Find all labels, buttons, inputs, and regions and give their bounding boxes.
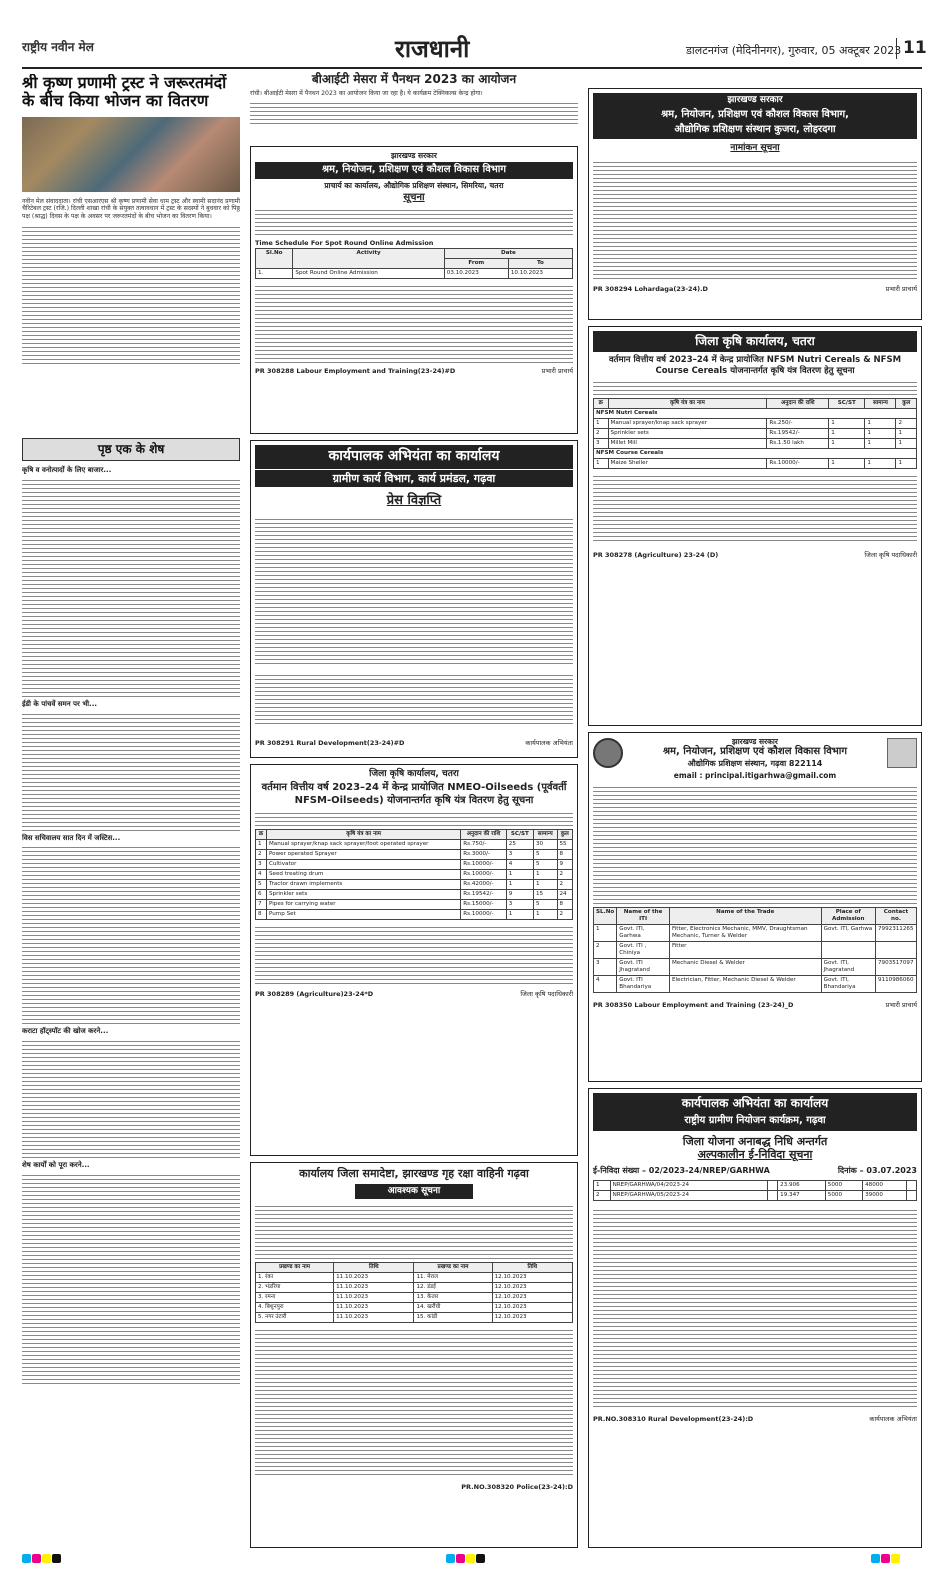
cell: 1: [533, 910, 557, 920]
swatch: [42, 1554, 51, 1563]
cell: 1: [506, 880, 533, 890]
cell: 12.10.2023: [492, 1282, 572, 1292]
cell: 8: [256, 910, 267, 920]
notice-sign: जिला कृषि पदाधिकारी: [520, 990, 573, 999]
tender-title: जिला योजना अनाबद्ध निधि अन्तर्गत: [682, 1134, 828, 1148]
cell: [875, 942, 916, 959]
notice-label: सूचना: [403, 192, 425, 204]
table-row: [594, 429, 917, 439]
story-headline: श्री कृष्ण प्रणामी ट्रस्ट ने जरूरतमंदों के बीच किया भोजन का वितरण: [22, 74, 227, 111]
cell: Rs.19542/-: [767, 429, 829, 439]
cell: 13. केतार: [414, 1292, 492, 1302]
cell: Sprinkler sets: [266, 890, 460, 900]
notice-body-2: [255, 1327, 573, 1477]
cell: 8: [557, 850, 573, 860]
cell: [768, 1181, 778, 1191]
col-subsidy: अनुदान की राशि: [461, 830, 507, 840]
col-activity: Activity: [293, 248, 444, 268]
cell: 2: [896, 419, 917, 429]
notice-sign: कार्यपालक अभियंता: [525, 738, 573, 747]
story-body: नवीन मेल संवाददाता। रांची एसआरएस श्री कृष्ण प्रणामी सेवा धाम ट्रस्ट और स्वामी सदानंद प्रणामी चैरिटेबल ट्रस्ट (रजि.) दिल्ली शाखा रांची के संयुक्त तत्वावधान में ट्रस्ट के सदस्यों ने बुधवार को पिठ्ठ पक्ष (श्राद्ध) दिवस के पक्ष के अवसर पर जरूरतमंदों के बीच भोजन का वितरण किया।: [22, 197, 240, 220]
cell: 5000: [825, 1190, 862, 1200]
cell: 10.10.2023: [508, 268, 572, 278]
notice-header: जिला कृषि कार्यालय, चतरा: [593, 331, 917, 352]
cell: 1: [533, 880, 557, 890]
notice-body: [593, 159, 917, 279]
schedule-title: Time Schedule For Spot Round Online Admission: [255, 238, 434, 247]
cell: 23.906: [778, 1181, 826, 1191]
notice-label: आवश्यक सूचना: [355, 1184, 473, 1199]
cell: 15: [533, 890, 557, 900]
cell: Sprinkler sets: [608, 429, 767, 439]
cell: NREP/GARHWA/05/2023-24: [610, 1190, 768, 1200]
cell: 12.10.2023: [492, 1272, 572, 1282]
body-text-2: [22, 711, 240, 831]
notice-body: [255, 810, 573, 826]
cell: Rs.19542/-: [461, 890, 507, 900]
cell: Rs.250/-: [767, 419, 829, 429]
table-row: [256, 880, 573, 890]
cell: Manual sprayer/knap sack sprayer/foot operated sprayer: [266, 840, 460, 850]
col-total: कुल: [557, 830, 573, 840]
notice-office: प्राचार्य का कार्यालय, औद्योगिक प्रशिक्षण संस्थान, सिमरिया, चतरा: [324, 180, 504, 190]
subhead-agri-market: कृषि व वनोत्पादों के लिए बाजार...: [22, 466, 112, 474]
cell: 1: [594, 459, 609, 469]
cell: 1: [506, 870, 533, 880]
cell: 15. कांडी: [414, 1312, 492, 1322]
continuation-heading: पृष्ठ एक के शेष: [22, 438, 240, 461]
swatch: [466, 1554, 475, 1563]
swatch: [32, 1554, 41, 1563]
notice-sign: जिला कृषि पदाधिकारी: [864, 551, 917, 560]
iti-table: [593, 907, 917, 993]
color-registration-bar: [22, 1554, 922, 1564]
cell: Millet Mill: [608, 439, 767, 449]
table-row: [594, 419, 917, 429]
cell: 1: [829, 429, 865, 439]
col-no: क्र: [256, 830, 267, 840]
notice-dept: श्रम, नियोजन, प्रशिक्षण एवं कौशल विकास विभाग: [662, 746, 848, 758]
cell: Fitter: [669, 942, 821, 959]
cell: 5. नगर उंटारी: [256, 1312, 334, 1322]
tender-table: [593, 1180, 917, 1201]
notice-iti-garhwa: [588, 732, 922, 1082]
notice-gov: झारखण्ड सरकार: [732, 737, 778, 746]
notice-footer: PR 308289 (Agriculture)23-24*D: [255, 990, 374, 999]
story-continued-text: [22, 224, 240, 364]
notice-rural-works: [250, 440, 578, 758]
cell: 1: [896, 459, 917, 469]
notice-footer: PR 308291 Rural Development(23-24)#D: [255, 738, 405, 747]
swatch: [891, 1554, 900, 1563]
schedule-table: [255, 248, 573, 279]
cell: 9: [506, 890, 533, 900]
cell: Power operated Sprayer: [266, 850, 460, 860]
press-release-label: प्रेस विज्ञप्ति: [386, 493, 442, 509]
notice-dept: श्रम, नियोजन, प्रशिक्षण एवं कौशल विकास विभाग,: [593, 108, 917, 123]
table-row: [256, 890, 573, 900]
swatch: [871, 1554, 880, 1563]
cell: 30: [533, 840, 557, 850]
cell: 9110986060: [875, 976, 916, 993]
cell: 14. खरौंधी: [414, 1302, 492, 1312]
notice-label: नामांकन सूचना: [730, 143, 780, 154]
cell: NREP/GARHWA/04/2023-24: [610, 1181, 768, 1191]
cell: 5: [533, 860, 557, 870]
notice-body: [255, 207, 573, 237]
cell: 2: [594, 1190, 611, 1200]
cell: 1: [594, 925, 617, 942]
cell: Govt. ITI, Garhwa: [617, 925, 670, 942]
table-row: [594, 976, 917, 993]
col-iti: Name of the ITI: [617, 908, 670, 925]
cell: 4. बिशुनपुरा: [256, 1302, 334, 1312]
cell: Pipes for carrying water: [266, 900, 460, 910]
cell: 11.10.2023: [334, 1292, 414, 1302]
cell: Tractor drawn implements: [266, 880, 460, 890]
cell: [907, 1181, 917, 1191]
table-row: [594, 1190, 917, 1200]
cell: 1: [506, 910, 533, 920]
table-row: [256, 900, 573, 910]
table-row: [594, 459, 917, 469]
cell: Govt. ITI Bhandariya: [617, 976, 670, 993]
cell: 3: [594, 959, 617, 976]
cell: Fitter, Electronics Mechanic, MMV, Draughtsman Mechanic, Turner & Welder: [669, 925, 821, 942]
cell: 1: [865, 439, 896, 449]
table-row: [256, 1282, 573, 1292]
oilseeds-table: [255, 829, 573, 920]
iti-logo-icon: [887, 738, 917, 768]
cell: Govt. ITI, Bhandariya: [821, 976, 875, 993]
notice-nrep-tender: [588, 1088, 922, 1548]
section-title: राजधानी: [395, 34, 470, 63]
cell: Govt. ITI , Chiniya: [617, 942, 670, 959]
cell: Maize Sheller: [608, 459, 767, 469]
cell: 5: [533, 850, 557, 860]
swatch: [881, 1554, 890, 1563]
group-label: NFSM Nutri Cereals: [594, 409, 917, 419]
notice-body: [593, 784, 917, 904]
notice-body-2: [593, 473, 917, 543]
cell: Rs.750/-: [461, 840, 507, 850]
table-row: [256, 840, 573, 850]
notice-body: [593, 379, 917, 395]
notice-sign: प्रभारी प्राचार्य: [885, 284, 917, 293]
notice-title: वर्तमान वित्तीय वर्ष 2023–24 में केन्द्र प्रायोजित NFSM Nutri Cereals & NFSM Course Cereals योजनान्तर्गत कृषि यंत्र वितरण हेतु सूचना: [608, 355, 902, 376]
col-scst: SC/ST: [506, 830, 533, 840]
cell: 2: [256, 850, 267, 860]
cell: Mechanic Diesel & Welder: [669, 959, 821, 976]
cell: 6: [256, 890, 267, 900]
col-equipment: कृषि यंत्र का नाम: [266, 830, 460, 840]
cell: 1: [829, 439, 865, 449]
cell: 2: [557, 870, 573, 880]
table-row: [256, 1292, 573, 1302]
cell: 1: [829, 419, 865, 429]
tender-number: ई-निविदा संख्या – 02/2023-24/NREP/GARHWA: [593, 1166, 770, 1175]
notice-footer: PR.NO.308320 Police(23-24):D: [461, 1482, 573, 1491]
swatch: [456, 1554, 465, 1563]
subhead-hotspot: कराटा हॉट्स्पॉट की खोज करने...: [22, 1027, 109, 1036]
col-scst: SC/ST: [829, 399, 865, 409]
notice-body-2: [255, 924, 573, 984]
table-row: [594, 439, 917, 449]
group-label: NFSM Course Cereals: [594, 449, 917, 459]
table-row: [256, 1312, 573, 1322]
notice-nmeo-oilseeds: [250, 764, 578, 1156]
page-number: 11: [896, 38, 927, 59]
col-contact: Contact no.: [875, 908, 916, 925]
cell: 8: [557, 900, 573, 910]
cell: 1: [594, 419, 609, 429]
cell: 1: [896, 429, 917, 439]
cell: 11.10.2023: [334, 1312, 414, 1322]
col-slno: SL.No: [594, 908, 617, 925]
cell: 25: [506, 840, 533, 850]
tender-date: दिनांक – 03.07.2023: [837, 1166, 917, 1175]
notice-footer: PR 308294 Lohardaga(23-24).D: [593, 284, 708, 293]
cell: 39000: [863, 1190, 907, 1200]
cell: 1: [865, 419, 896, 429]
table-row: [256, 268, 573, 278]
cell: Rs.10000/-: [767, 459, 829, 469]
cell: 2: [594, 429, 609, 439]
col-general: सामान्य: [533, 830, 557, 840]
notice-gov: झारखण्ड सरकार: [391, 151, 437, 160]
cell: Govt. ITI, Jhagratand: [821, 959, 875, 976]
cell: 2: [594, 942, 617, 959]
cell: Spot Round Online Admission: [293, 268, 444, 278]
col-from: From: [444, 258, 508, 268]
cell: Rs.3000/-: [461, 850, 507, 860]
cereals-table: [593, 398, 917, 469]
cell: 2: [557, 910, 573, 920]
body-text-4: [22, 1038, 240, 1158]
cell: 5: [256, 880, 267, 890]
cell: Cultivator: [266, 860, 460, 870]
cell: 3: [506, 900, 533, 910]
notice-footer: PR 308278 (Agriculture) 23-24 (D): [593, 551, 719, 560]
cell: 11. मेराल: [414, 1272, 492, 1282]
cell: Govt. ITI, Garhwa: [821, 925, 875, 942]
cell: 11.10.2023: [334, 1272, 414, 1282]
cell: 11.10.2023: [334, 1282, 414, 1292]
cell: 24: [557, 890, 573, 900]
bit-body: रांची। बीआईटी मेसरा में पैनथन 2023 का आयोजन किया जा रहा है। ये कार्यक्रम टेक्निकल्स केन्द्र होगा।: [250, 90, 483, 97]
cell: [907, 1190, 917, 1200]
col-date: तिथि: [334, 1263, 414, 1273]
cell: 1. रंका: [256, 1272, 334, 1282]
subhead-ed-summons: ईडी के पांचवें समन पर भी...: [22, 699, 98, 708]
notice-sub: ग्रामीण कार्य विभाग, कार्य प्रमंडल, गढ़वा: [255, 470, 573, 488]
cell: [821, 942, 875, 959]
masthead-rule: [22, 67, 922, 69]
notice-body-2: [255, 283, 573, 363]
notice-nfsm-cereals: [588, 326, 922, 726]
notice-sign: प्रभारी प्राचार्य: [885, 1001, 917, 1010]
cell: Govt. ITI Jhagratand: [617, 959, 670, 976]
notice-office: औद्योगिक प्रशिक्षण संस्थान, गढ़वा 822114: [687, 758, 823, 768]
bit-body-lines: [250, 100, 578, 126]
story-photo: [22, 117, 240, 192]
notice-office: औद्योगिक प्रशिक्षण संस्थान कुजरा, लोहरदगा: [593, 123, 917, 140]
col-slno: Sl.No: [256, 248, 293, 268]
continuation-story: [22, 438, 240, 1548]
press-release-body: [255, 516, 573, 666]
table-row: [256, 1272, 573, 1282]
swatch: [476, 1554, 485, 1563]
cell: Manual sprayer/knap sack sprayer: [608, 419, 767, 429]
cell: 1: [865, 429, 896, 439]
col-equipment: कृषि यंत्र का नाम: [608, 399, 767, 409]
cell: 03.10.2023: [444, 268, 508, 278]
cell: 5000: [825, 1181, 862, 1191]
cell: 1: [533, 870, 557, 880]
subhead-remaining-work: शेष कार्यों को पूरा करने...: [22, 1161, 90, 1169]
cell: 12.10.2023: [492, 1312, 572, 1322]
cell: 1.: [256, 268, 293, 278]
col-subsidy: अनुदान की राशि: [767, 399, 829, 409]
cell: 7992311265: [875, 925, 916, 942]
cell: 4: [594, 976, 617, 993]
notice-title: वर्तमान वित्तीय वर्ष 2023–24 में केन्द्र प्रायोजित NMEO-Oilseeds (पूर्ववर्ती NFSM-Oilseeds) योजनान्तर्गत कृषि यंत्र वितरण हेतु सूचना: [261, 782, 567, 806]
cell: 1: [829, 459, 865, 469]
government-emblem-icon: [593, 738, 623, 768]
cell: 48000: [863, 1181, 907, 1191]
cell: 55: [557, 840, 573, 850]
notice-iti-kujra: [588, 88, 922, 320]
cell: 3: [506, 850, 533, 860]
table-row: [256, 1302, 573, 1312]
col-to: To: [508, 258, 572, 268]
cell: 3. रमना: [256, 1292, 334, 1302]
cell: Rs.42000/-: [461, 880, 507, 890]
cell: 7903517097: [875, 959, 916, 976]
subhead-vidhansabha: विस सचिवालय सात दिन में जस्टिस...: [22, 833, 121, 842]
notice-footer: PR 308350 Labour Employment and Training (23-24)_D: [593, 1001, 794, 1010]
cell: 2. भंडरिया: [256, 1282, 334, 1292]
table-row: [594, 942, 917, 959]
cell: Electrician, Fitter, Mechanic Diesel & Welder: [669, 976, 821, 993]
bit-mesra-story: [250, 72, 578, 142]
swatch: [446, 1554, 455, 1563]
cell: 9: [557, 860, 573, 870]
cell: 12. डंडई: [414, 1282, 492, 1292]
cell: Rs.10000/-: [461, 910, 507, 920]
cell: 2: [557, 880, 573, 890]
cell: 12.10.2023: [492, 1302, 572, 1312]
col-total: कुल: [896, 399, 917, 409]
notice-body: [255, 1203, 573, 1259]
notice-dept: श्रम, नियोजन, प्रशिक्षण एवं कौशल विकास विभाग: [255, 162, 573, 179]
table-row: [594, 925, 917, 942]
notice-body: [593, 1207, 917, 1407]
cell: 19.347: [778, 1190, 826, 1200]
col-date: तिथि: [492, 1263, 572, 1273]
body-text-1: [22, 477, 240, 697]
swatch: [22, 1554, 31, 1563]
col-general: सामान्य: [865, 399, 896, 409]
newspaper-logo: राष्ट्रीय नवीन मेल: [22, 40, 94, 54]
cell: Seed treating drum: [266, 870, 460, 880]
cell: 3: [594, 439, 609, 449]
notice-home-guard: [250, 1162, 578, 1548]
table-row: [256, 850, 573, 860]
cell: 1: [256, 840, 267, 850]
cell: 11.10.2023: [334, 1302, 414, 1312]
dateline: डालटनगंज (मेदिनीनगर), गुरुवार, 05 अक्टूबर 2023: [686, 44, 902, 57]
col-place: Place of Admission: [821, 908, 875, 925]
cell: 5: [533, 900, 557, 910]
tender-sub: अल्पकालीन ई-निविदा सूचना: [697, 1148, 813, 1162]
notice-title: कार्यपालक अभियंता का कार्यालय: [593, 1093, 917, 1114]
cell: 3: [256, 860, 267, 870]
notice-footer: PR.NO.308310 Rural Development(23-24):D: [593, 1414, 754, 1423]
table-row: [256, 870, 573, 880]
cell: 1: [594, 1181, 611, 1191]
cell: 1: [865, 459, 896, 469]
notice-sub: राष्ट्रीय ग्रामीण नियोजन कार्यक्रम, गढ़वा: [593, 1114, 917, 1131]
notice-email: email : principal.itigarhwa@gmail.com: [673, 770, 837, 780]
cell: Rs.15000/-: [461, 900, 507, 910]
cell: Pump Set: [266, 910, 460, 920]
bit-headline: बीआईटी मेसरा में पैनथन 2023 का आयोजन: [311, 72, 517, 86]
cell: Rs.10000/-: [461, 860, 507, 870]
col-block: प्रखण्ड का नाम: [256, 1263, 334, 1273]
table-row: [594, 959, 917, 976]
press-release-body-2: [255, 672, 573, 727]
notice-title: कार्यालय जिला समादेष्टा, झारखण्ड गृह रक्षा वाहिनी गढ़वा: [299, 1167, 529, 1180]
cell: Rs.10000/-: [461, 870, 507, 880]
notice-gov: झारखण्ड सरकार: [593, 93, 917, 108]
table-row: [594, 1181, 917, 1191]
table-row: [256, 860, 573, 870]
notice-sign: कार्यपालक अभियंता: [869, 1414, 917, 1423]
cell: 4: [256, 870, 267, 880]
col-trade: Name of the Trade: [669, 908, 821, 925]
masthead: [0, 0, 945, 66]
body-text-3: [22, 844, 240, 1024]
col-no: क्र: [594, 399, 609, 409]
block-dates-table: [255, 1262, 573, 1323]
notice-title: कार्यपालक अभियंता का कार्यालय: [255, 445, 573, 469]
cell: 12.10.2023: [492, 1292, 572, 1302]
notice-sign: प्रभारी प्राचार्य: [541, 366, 573, 375]
notice-header: जिला कृषि कार्यालय, चतरा: [369, 769, 459, 779]
col-date: Date: [444, 248, 572, 258]
notice-iti-simaria: [250, 146, 578, 434]
cell: Rs.1.50 lakh: [767, 439, 829, 449]
cell: 1: [896, 439, 917, 449]
col-block: प्रखण्ड का नाम: [414, 1263, 492, 1273]
cell: [768, 1190, 778, 1200]
notice-footer: PR 308288 Labour Employment and Training(23-24)#D: [255, 366, 456, 375]
swatch: [52, 1554, 61, 1563]
cell: 7: [256, 900, 267, 910]
table-row: [256, 910, 573, 920]
story-trust-food: [22, 74, 240, 424]
cell: 4: [506, 860, 533, 870]
body-text-5: [22, 1172, 240, 1387]
